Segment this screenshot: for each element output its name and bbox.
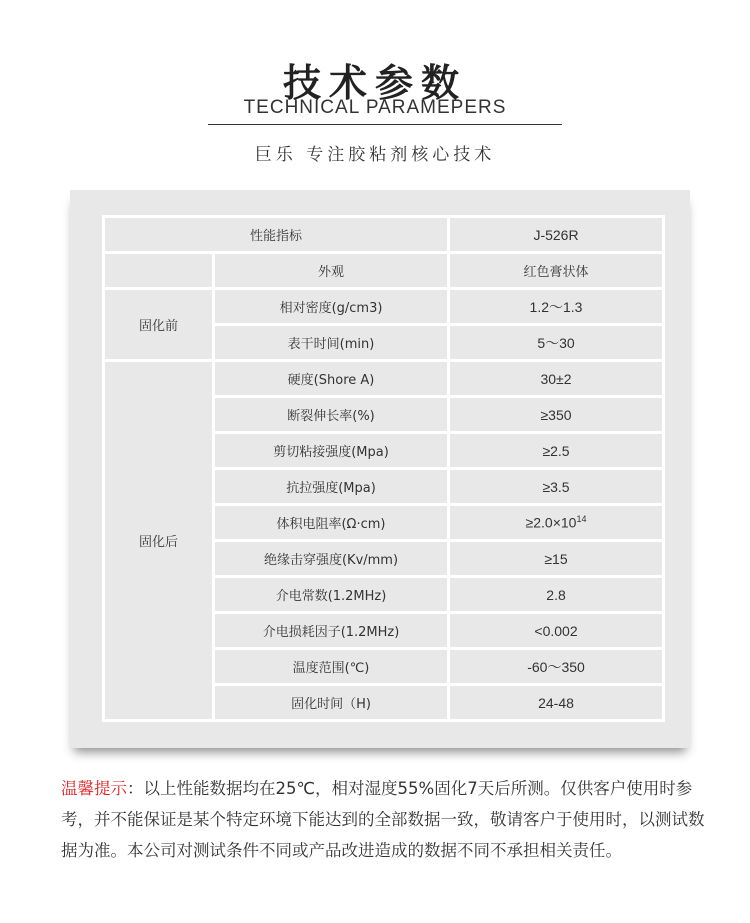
row-value: -60～350 (449, 649, 664, 685)
note-label: 温馨提示 (61, 779, 127, 798)
group-empty-cell (104, 253, 214, 289)
row-label: 固化时间（H) (214, 685, 449, 721)
page-title-english: TECHNICAL PARAMEPERS (243, 97, 507, 118)
table-header-row (104, 217, 664, 253)
table-row (104, 289, 664, 325)
row-label: 绝缘击穿强度(Kv/mm) (214, 541, 449, 577)
spec-panel (70, 190, 690, 748)
table-row (104, 253, 664, 289)
row-label: 抗拉强度(Mpa) (214, 469, 449, 505)
row-label: 相对密度(g/cm3) (214, 289, 449, 325)
page-title: 技术参数 (282, 61, 467, 105)
page-subtitle: 巨乐 专注胶粘剂核心技术 (254, 145, 496, 165)
group-label-after-cure: 固化后 (104, 361, 214, 721)
row-value: ≥350 (449, 397, 664, 433)
note-text: ：以上性能数据均在25℃，相对湿度55%固化7天后所测。仅供客户使用时参考，并不能保证是某个特定环境下能达到的全部数据一致，敬请客户于使用时，以测试数据为准。本公司对测试条件不同或产品改进造成的数据不同不承担相关责任。 (61, 779, 705, 860)
row-value: ≥3.5 (449, 469, 664, 505)
spec-table (102, 215, 665, 722)
row-value: ≥2.5 (449, 433, 664, 469)
row-value: 24-48 (449, 685, 664, 721)
row-value: <0.002 (449, 613, 664, 649)
row-label: 介电损耗因子(1.2MHz) (214, 613, 449, 649)
row-value: 30±2 (449, 361, 664, 397)
row-label: 外观 (214, 253, 449, 289)
title-divider (208, 124, 562, 125)
row-label: 体积电阻率(Ω·cm) (214, 505, 449, 541)
row-value: 1.2～1.3 (449, 289, 664, 325)
row-label: 断裂伸长率(%) (214, 397, 449, 433)
row-value-exponent: 14 (576, 514, 587, 525)
table-row (104, 361, 664, 397)
row-label: 表干时间(min) (214, 325, 449, 361)
row-value: 5～30 (449, 325, 664, 361)
row-label: 硬度(Shore A) (214, 361, 449, 397)
row-value-base: ≥2.0×10 (525, 514, 577, 531)
row-value: ≥15 (449, 541, 664, 577)
row-label: 剪切粘接强度(Mpa) (214, 433, 449, 469)
group-label-before-cure: 固化前 (104, 289, 214, 361)
row-value (449, 505, 664, 541)
header-property: 性能指标 (104, 217, 449, 253)
row-value: 红色膏状体 (449, 253, 664, 289)
row-label: 温度范围(℃) (214, 649, 449, 685)
row-label: 介电常数(1.2MHz) (214, 577, 449, 613)
row-value: 2.8 (449, 577, 664, 613)
header-product: J-526R (449, 217, 664, 253)
disclaimer-note (61, 773, 711, 866)
